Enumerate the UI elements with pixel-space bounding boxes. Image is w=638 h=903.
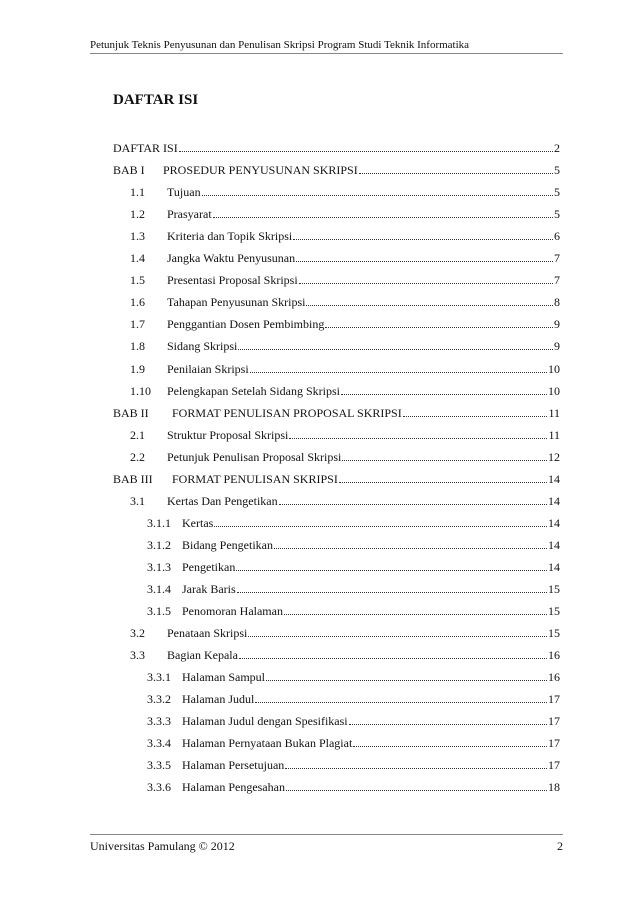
toc-entry-title: Kriteria dan Topik Skripsi bbox=[167, 229, 293, 244]
toc-entry-page: 14 bbox=[548, 515, 560, 530]
toc-entry-number: 3.1 bbox=[130, 493, 145, 508]
toc-dot-leader bbox=[239, 658, 547, 659]
toc-entry-title: Halaman Sampul bbox=[182, 670, 265, 685]
toc-entry-title: Penomoran Halaman bbox=[182, 604, 283, 619]
toc-entry[interactable] bbox=[130, 294, 560, 310]
toc-entry[interactable] bbox=[130, 228, 560, 244]
toc-entry-number: 3.1.4 bbox=[147, 582, 171, 596]
toc-entry[interactable] bbox=[147, 691, 560, 707]
page-title: DAFTAR ISI bbox=[113, 92, 199, 108]
toc-entry-page: 5 bbox=[554, 185, 560, 200]
toc-entry-page: 15 bbox=[548, 582, 560, 596]
toc-dot-leader bbox=[248, 636, 547, 637]
toc-entry-number: 1.1 bbox=[130, 185, 145, 200]
toc-entry-title: Kertas Dan Pengetikan bbox=[167, 493, 278, 508]
toc-entry-page: 17 bbox=[548, 692, 560, 707]
toc-dot-leader bbox=[306, 305, 553, 306]
toc-entry-page: 12 bbox=[548, 449, 560, 464]
toc-entry-title: Pelengkapan Setelah Sidang Skripsi bbox=[167, 383, 340, 398]
running-header: Petunjuk Teknis Penyusunan dan Penulisan Skripsi Program Studi Teknik Informatika bbox=[90, 39, 470, 51]
toc-entry-number: 3.1.2 bbox=[147, 537, 171, 552]
toc-entry-title: Tujuan bbox=[167, 185, 201, 200]
toc-entry-page: 10 bbox=[548, 361, 560, 376]
toc-entry[interactable] bbox=[147, 779, 560, 795]
toc-dot-leader bbox=[293, 239, 553, 240]
toc-entry-page: 6 bbox=[554, 229, 560, 244]
toc-entry-number: 3.3.3 bbox=[147, 714, 171, 729]
toc-entry[interactable] bbox=[113, 140, 560, 156]
toc-entry-title: Sidang Skripsi bbox=[167, 339, 238, 354]
toc-dot-leader bbox=[299, 283, 553, 284]
toc-entry-title: Bagian Kepala bbox=[167, 648, 238, 663]
toc-dot-leader bbox=[286, 790, 547, 791]
toc-entry[interactable] bbox=[130, 625, 560, 641]
toc-entry-number: 3.3.4 bbox=[147, 736, 171, 751]
toc-entry-number: 1.7 bbox=[130, 317, 145, 332]
toc-entry-title: Penggantian Dosen Pembimbing bbox=[167, 317, 325, 332]
toc-entry-title: Tahapan Penyusunan Skripsi bbox=[167, 295, 306, 310]
toc-dot-leader bbox=[202, 195, 553, 196]
toc-entry[interactable] bbox=[147, 537, 560, 553]
toc-dot-leader bbox=[341, 394, 547, 395]
toc-entry-number: 1.8 bbox=[130, 339, 145, 354]
toc-entry[interactable] bbox=[130, 647, 560, 663]
toc-entry-title: Halaman Judul bbox=[182, 692, 255, 707]
toc-entry-title: Prasyarat bbox=[167, 207, 212, 222]
toc-dot-leader bbox=[353, 746, 547, 747]
toc-entry-page: 7 bbox=[554, 251, 560, 266]
toc-entry-page: 5 bbox=[554, 207, 560, 222]
toc-entry-title: Halaman Judul dengan Spesifikasi bbox=[182, 714, 348, 729]
toc-dot-leader bbox=[236, 570, 547, 571]
toc-entry-number: 2.2 bbox=[130, 449, 145, 464]
toc-dot-leader bbox=[325, 327, 553, 328]
toc-entry-number: 3.3.5 bbox=[147, 758, 171, 773]
toc-dot-leader bbox=[214, 526, 547, 527]
toc-entry-page: 9 bbox=[554, 317, 560, 332]
toc-dot-leader bbox=[250, 372, 547, 373]
toc-dot-leader bbox=[403, 416, 548, 417]
toc-entry-title: DAFTAR ISI bbox=[113, 141, 178, 155]
toc-entry-number: 1.6 bbox=[130, 295, 145, 310]
toc-entry-title: PROSEDUR PENYUSUNAN SKRIPSI bbox=[163, 163, 358, 178]
toc-entry-title: Penilaian Skripsi bbox=[167, 361, 249, 376]
toc-entry-number: BAB II bbox=[113, 405, 149, 420]
toc-entry[interactable] bbox=[130, 493, 560, 509]
toc-entry[interactable] bbox=[130, 383, 560, 399]
footer-page-number: 2 bbox=[557, 839, 563, 853]
toc-dot-leader bbox=[349, 724, 547, 725]
toc-entry-title: Halaman Pernyataan Bukan Plagiat bbox=[182, 736, 353, 751]
toc-entry-title: Bidang Pengetikan bbox=[182, 537, 273, 552]
toc-entry-title: Jangka Waktu Penyusunan bbox=[167, 251, 296, 266]
toc-entry-page: 14 bbox=[548, 471, 560, 486]
toc-entry-page: 10 bbox=[548, 383, 560, 398]
toc-dot-leader bbox=[296, 261, 553, 262]
toc-dot-leader bbox=[274, 548, 547, 549]
toc-entry-title: Presentasi Proposal Skripsi bbox=[167, 273, 298, 288]
toc-entry[interactable] bbox=[147, 669, 560, 685]
toc-entry[interactable] bbox=[130, 361, 560, 377]
toc-entry-number: 1.9 bbox=[130, 361, 145, 376]
toc-entry-page: 11 bbox=[548, 427, 560, 442]
toc-entry[interactable] bbox=[147, 581, 560, 597]
toc-dot-leader bbox=[285, 768, 547, 769]
toc-entry-title: Jarak Baris bbox=[182, 582, 236, 596]
toc-dot-leader bbox=[359, 173, 553, 174]
toc-entry[interactable] bbox=[113, 162, 560, 178]
toc-entry-page: 7 bbox=[554, 273, 560, 288]
toc-entry-number: BAB III bbox=[113, 471, 153, 486]
toc-entry-number: 3.1.1 bbox=[147, 515, 171, 530]
toc-entry-number: 3.1.5 bbox=[147, 604, 171, 619]
toc-entry-number: 3.1.3 bbox=[147, 559, 171, 574]
toc-entry[interactable] bbox=[113, 471, 560, 487]
toc-entry-title: FORMAT PENULISAN SKRIPSI bbox=[172, 471, 338, 486]
toc-entry-page: 16 bbox=[548, 648, 560, 663]
toc-entry-title: Struktur Proposal Skripsi bbox=[167, 427, 289, 442]
toc-entry[interactable] bbox=[147, 515, 560, 531]
toc-entry[interactable] bbox=[130, 184, 560, 200]
toc-entry-page: 14 bbox=[548, 537, 560, 552]
toc-entry[interactable] bbox=[147, 603, 560, 619]
toc-entry-page: 5 bbox=[554, 163, 560, 178]
toc-entry-page: 2 bbox=[554, 141, 560, 155]
toc-entry-number: 1.3 bbox=[130, 229, 145, 244]
toc-entry-page: 18 bbox=[548, 780, 560, 795]
toc-entry[interactable] bbox=[130, 449, 560, 465]
toc-entry[interactable] bbox=[130, 272, 560, 288]
toc-entry-page: 15 bbox=[548, 626, 560, 641]
toc-dot-leader bbox=[339, 482, 547, 483]
toc-entry[interactable] bbox=[147, 713, 560, 729]
toc-dot-leader bbox=[342, 460, 547, 461]
toc-entry[interactable] bbox=[130, 206, 560, 222]
toc-entry[interactable] bbox=[130, 250, 560, 266]
toc-entry-title: Halaman Pengesahan bbox=[182, 780, 285, 795]
toc-entry[interactable] bbox=[113, 405, 560, 421]
toc-entry-number: 1.4 bbox=[130, 251, 145, 266]
toc-dot-leader bbox=[279, 504, 547, 505]
toc-entry-number: 1.2 bbox=[130, 207, 145, 222]
toc-dot-leader bbox=[289, 438, 547, 439]
toc-entry[interactable] bbox=[130, 316, 560, 332]
toc-dot-leader bbox=[238, 349, 553, 350]
footer-institution: Universitas Pamulang © 2012 bbox=[90, 839, 235, 853]
toc-entry[interactable] bbox=[147, 757, 560, 773]
toc-entry-page: 11 bbox=[548, 405, 560, 420]
toc-entry-page: 17 bbox=[548, 736, 560, 751]
toc-entry-title: Pengetikan bbox=[182, 559, 236, 574]
toc-entry-page: 9 bbox=[554, 339, 560, 354]
toc-dot-leader bbox=[179, 151, 553, 152]
toc-entry-number: 1.10 bbox=[130, 383, 151, 398]
toc-entry-page: 14 bbox=[548, 493, 560, 508]
toc-entry-page: 15 bbox=[548, 604, 560, 619]
toc-entry-number: BAB I bbox=[113, 163, 145, 178]
toc-entry-number: 3.3.2 bbox=[147, 692, 171, 707]
toc-entry-title: FORMAT PENULISAN PROPOSAL SKRIPSI bbox=[172, 405, 402, 420]
toc-entry-title: Halaman Persetujuan bbox=[182, 758, 285, 773]
toc-entry-page: 8 bbox=[554, 295, 560, 310]
toc-dot-leader bbox=[284, 614, 547, 615]
toc-entry-page: 16 bbox=[548, 670, 560, 685]
toc-dot-leader bbox=[255, 702, 547, 703]
toc-entry-number: 3.3.6 bbox=[147, 780, 171, 795]
toc-dot-leader bbox=[213, 217, 553, 218]
toc-entry-number: 1.5 bbox=[130, 273, 145, 288]
toc-entry-number: 2.1 bbox=[130, 427, 145, 442]
toc-entry-number: 3.3.1 bbox=[147, 670, 171, 685]
toc-dot-leader bbox=[266, 680, 547, 681]
footer-rule bbox=[90, 834, 563, 835]
toc-entry[interactable] bbox=[147, 559, 560, 575]
toc-entry-page: 14 bbox=[548, 559, 560, 574]
toc-entry-title: Petunjuk Penulisan Proposal Skripsi bbox=[167, 449, 342, 464]
toc-dot-leader bbox=[237, 592, 547, 593]
toc-entry[interactable] bbox=[130, 338, 560, 354]
toc-entry-title: Kertas bbox=[182, 515, 214, 530]
toc-entry-page: 17 bbox=[548, 758, 560, 773]
toc-entry-page: 17 bbox=[548, 714, 560, 729]
toc-entry[interactable] bbox=[130, 427, 560, 443]
header-rule bbox=[90, 53, 563, 54]
toc-entry[interactable] bbox=[147, 735, 560, 751]
toc-entry-title: Penataan Skripsi bbox=[167, 626, 248, 641]
toc-entry-number: 3.3 bbox=[130, 648, 145, 663]
toc-entry-number: 3.2 bbox=[130, 626, 145, 641]
